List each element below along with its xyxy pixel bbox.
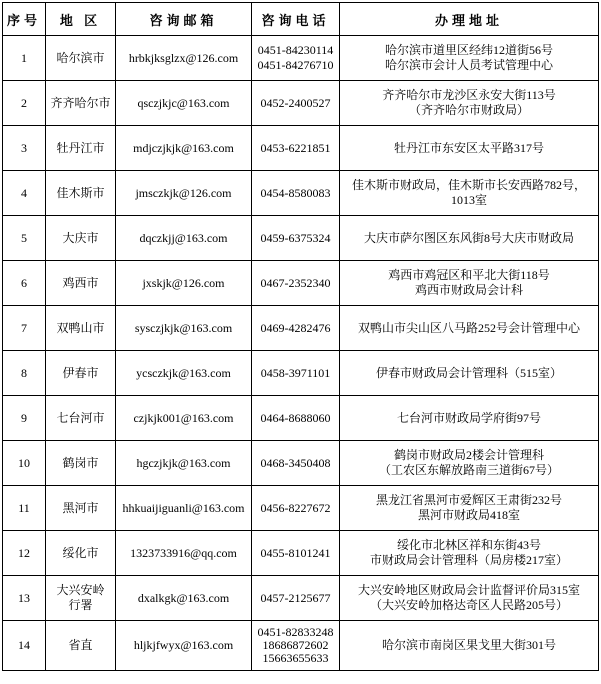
- cell-seq: [3, 621, 46, 671]
- cell-region: [46, 351, 116, 396]
- cell-region-line: 牡丹江市: [56, 140, 105, 155]
- cell-address-line: 市财政局会计管理科（局房楼217室）: [369, 553, 568, 567]
- cell-email-line: dxalkgk@163.com: [137, 590, 230, 605]
- cell-region-line: 行署: [68, 598, 93, 612]
- cell-region: [46, 621, 116, 671]
- cell-address-line: 哈尔滨市会计人员考试管理中心: [384, 58, 553, 72]
- cell-address-line: 佳木斯市财政局，佳木斯市长安西路782号，: [351, 178, 586, 192]
- cell-phone-line: 0454-8580083: [260, 185, 331, 200]
- cell-seq-line: 11: [18, 500, 30, 515]
- cell-email: [116, 351, 252, 396]
- cell-seq-line: 3: [21, 140, 27, 155]
- header-address: 办理地址: [340, 3, 599, 36]
- cell-address: [340, 126, 599, 171]
- cell-address: [340, 81, 599, 126]
- cell-email: [116, 306, 252, 351]
- cell-phone-line: 0468-3450408: [260, 455, 331, 470]
- cell-seq: [3, 531, 46, 576]
- cell-seq-line: 7: [21, 320, 27, 335]
- cell-region: [46, 486, 116, 531]
- cell-address: [340, 36, 599, 81]
- cell-email: [116, 441, 252, 486]
- cell-seq-line: 1: [21, 50, 27, 65]
- cell-phone: [252, 216, 340, 261]
- cell-email: [116, 396, 252, 441]
- cell-email: [116, 486, 252, 531]
- cell-address-line: 哈尔滨市南岗区果戈里大街301号: [381, 638, 556, 652]
- cell-address: [340, 171, 599, 216]
- cell-seq-line: 14: [18, 638, 30, 652]
- cell-phone-line: 0459-6375324: [260, 230, 331, 245]
- cell-region: [46, 81, 116, 126]
- table-row: [3, 261, 599, 306]
- cell-phone: [252, 621, 340, 671]
- cell-seq-line: 9: [21, 410, 27, 425]
- cell-region: [46, 576, 116, 621]
- cell-address-line: 哈尔滨市道里区经纬12道街56号: [384, 43, 553, 57]
- cell-address-line: 双鸭山市尖山区八马路252号会计管理中心: [357, 320, 580, 335]
- cell-email-line: sysczjkjk@163.com: [134, 320, 233, 335]
- cell-email-line: jmsczkjk@126.com: [135, 185, 232, 200]
- cell-region: [46, 441, 116, 486]
- cell-region-line: 大兴安岭: [56, 583, 105, 597]
- cell-phone-line: 0458-3971101: [260, 365, 331, 380]
- cell-phone-line: 0455-8101241: [260, 545, 331, 560]
- cell-seq-line: 13: [18, 590, 30, 605]
- cell-region: [46, 306, 116, 351]
- cell-region: [46, 216, 116, 261]
- cell-email-line: ycsczkjk@163.com: [136, 365, 231, 380]
- cell-region: [46, 171, 116, 216]
- cell-email-line: 1323733916@qq.com: [130, 545, 237, 560]
- cell-phone-line: 0464-8688060: [260, 410, 331, 425]
- cell-address-line: 七台河市财政局学府街97号: [396, 410, 541, 425]
- cell-email: [116, 171, 252, 216]
- cell-phone: [252, 171, 340, 216]
- table-row: [3, 171, 599, 216]
- cell-phone: [252, 261, 340, 306]
- cell-region-line: 鹤岗市: [62, 455, 99, 470]
- cell-seq-line: 2: [21, 95, 27, 110]
- header-seq: 序号: [3, 3, 46, 36]
- cell-address: [340, 441, 599, 486]
- cell-seq-line: 4: [21, 185, 27, 200]
- cell-region-line: 伊春市: [62, 365, 99, 380]
- cell-region: [46, 261, 116, 306]
- table-row: [3, 621, 599, 671]
- cell-email-line: czjkjk001@163.com: [133, 410, 234, 425]
- cell-region-line: 双鸭山市: [56, 320, 105, 335]
- cell-address: [340, 486, 599, 531]
- cell-address-line: 大庆市萨尔图区东风街8号大庆市财政局: [363, 230, 574, 245]
- cell-address-line: （齐齐哈尔市财政局）: [408, 103, 529, 117]
- cell-address: [340, 351, 599, 396]
- cell-region-line: 绥化市: [62, 545, 99, 560]
- cell-seq-line: 8: [21, 365, 27, 380]
- cell-seq: [3, 81, 46, 126]
- cell-email-line: hljkjfwyx@163.com: [133, 638, 234, 652]
- cell-address-line: 黑龙江省黑河市爱辉区王肃街232号: [375, 493, 562, 507]
- cell-phone: [252, 396, 340, 441]
- cell-email-line: hrbkjksglzx@126.com: [128, 50, 239, 65]
- cell-phone-line: 15663655633: [262, 651, 329, 665]
- cell-region-line: 大庆市: [62, 230, 99, 245]
- table-header-row: [3, 3, 599, 36]
- cell-phone-line: 0467-2352340: [260, 275, 331, 290]
- table-row: [3, 486, 599, 531]
- cell-phone-line: 0452-2400527: [260, 95, 331, 110]
- table-row: [3, 351, 599, 396]
- table-row: [3, 531, 599, 576]
- cell-address: [340, 306, 599, 351]
- cell-phone-line: 0451-84276710: [257, 58, 334, 72]
- cell-region-line: 鸡西市: [62, 275, 99, 290]
- cell-address-line: 齐齐哈尔市龙沙区永安大街113号: [382, 88, 556, 102]
- cell-seq: [3, 261, 46, 306]
- cell-address-line: （工农区东解放路南三道街67号）: [378, 463, 559, 477]
- cell-region-line: 黑河市: [62, 500, 99, 515]
- cell-region: [46, 531, 116, 576]
- table-row: [3, 441, 599, 486]
- table-row: [3, 81, 599, 126]
- cell-address-line: 黑河市财政局418室: [417, 508, 520, 522]
- table-row: [3, 396, 599, 441]
- table-row: [3, 36, 599, 81]
- cell-address-line: （大兴安岭加格达奇区人民路205号）: [369, 598, 568, 612]
- cell-phone-line: 18686872602: [262, 638, 329, 652]
- cell-phone-line: 0451-84230114: [257, 43, 334, 57]
- table-row: [3, 306, 599, 351]
- cell-address-line: 大兴安岭地区财政局会计监督评价局315室: [357, 583, 580, 597]
- cell-region: [46, 126, 116, 171]
- table-body: [3, 36, 599, 671]
- cell-address: [340, 621, 599, 671]
- cell-region-line: 齐齐哈尔市: [50, 95, 111, 110]
- cell-seq: [3, 576, 46, 621]
- cell-address-line: 绥化市北林区祥和东街43号: [396, 538, 541, 552]
- cell-region-line: 七台河市: [56, 410, 105, 425]
- cell-seq: [3, 216, 46, 261]
- cell-phone: [252, 576, 340, 621]
- cell-seq: [3, 171, 46, 216]
- cell-region-line: 省直: [68, 638, 93, 652]
- header-region: 地 区: [46, 3, 116, 36]
- header-phone: 咨询电话: [252, 3, 340, 36]
- cell-seq: [3, 36, 46, 81]
- cell-phone: [252, 36, 340, 81]
- cell-email: [116, 576, 252, 621]
- cell-seq: [3, 126, 46, 171]
- cell-phone: [252, 531, 340, 576]
- cell-phone-line: 0453-6221851: [260, 140, 331, 155]
- cell-email-line: hgczjkjk@163.com: [136, 455, 231, 470]
- cell-seq: [3, 486, 46, 531]
- cell-phone: [252, 351, 340, 396]
- cell-address: [340, 216, 599, 261]
- header-email: 咨询邮箱: [116, 3, 252, 36]
- table-row: [3, 216, 599, 261]
- cell-address-line: 鹤岗市财政局2楼会计管理科: [393, 448, 544, 462]
- cell-seq: [3, 396, 46, 441]
- cell-email: [116, 36, 252, 81]
- cell-phone: [252, 486, 340, 531]
- cell-email: [116, 126, 252, 171]
- cell-phone: [252, 306, 340, 351]
- cell-email: [116, 621, 252, 671]
- cell-email: [116, 531, 252, 576]
- cell-phone-line: 0457-2125677: [260, 590, 331, 605]
- cell-address-line: 牡丹江市东安区太平路317号: [393, 140, 544, 155]
- cell-address: [340, 261, 599, 306]
- cell-email-line: jxskjk@126.com: [142, 275, 225, 290]
- cell-seq: [3, 306, 46, 351]
- cell-email-line: mdjczjkjk@163.com: [133, 140, 234, 155]
- cell-address-line: 鸡西市财政局会计科: [414, 283, 523, 297]
- cell-seq-line: 12: [18, 545, 30, 560]
- cell-phone-line: 0469-4282476: [260, 320, 331, 335]
- cell-region: [46, 36, 116, 81]
- table-row: [3, 126, 599, 171]
- cell-phone: [252, 126, 340, 171]
- cell-phone-line: 0451-82833248: [257, 625, 334, 639]
- cell-address: [340, 396, 599, 441]
- cell-phone: [252, 81, 340, 126]
- table-row: [3, 576, 599, 621]
- cell-address-line: 鸡西市鸡冠区和平北大街118号: [388, 268, 550, 282]
- cell-seq-line: 10: [18, 455, 30, 470]
- cell-seq-line: 5: [21, 230, 27, 245]
- cell-email-line: qsczjkjc@163.com: [137, 95, 230, 110]
- cell-seq: [3, 441, 46, 486]
- cell-email: [116, 261, 252, 306]
- cell-address: [340, 576, 599, 621]
- cell-phone: [252, 441, 340, 486]
- cell-seq: [3, 351, 46, 396]
- cell-address: [340, 531, 599, 576]
- cell-email: [116, 81, 252, 126]
- cell-region-line: 佳木斯市: [56, 185, 105, 200]
- cell-address-line: 1013室: [450, 193, 487, 207]
- cell-phone-line: 0456-8227672: [260, 500, 331, 515]
- cell-seq-line: 6: [21, 275, 27, 290]
- cell-email-line: dqczkjj@163.com: [139, 230, 228, 245]
- cell-region: [46, 396, 116, 441]
- cell-region-line: 哈尔滨市: [56, 50, 105, 65]
- contact-table: [2, 2, 599, 671]
- cell-email-line: hhkuaijiguanli@163.com: [122, 500, 245, 515]
- cell-email: [116, 216, 252, 261]
- cell-address-line: 伊春市财政局会计管理科（515室）: [375, 365, 562, 380]
